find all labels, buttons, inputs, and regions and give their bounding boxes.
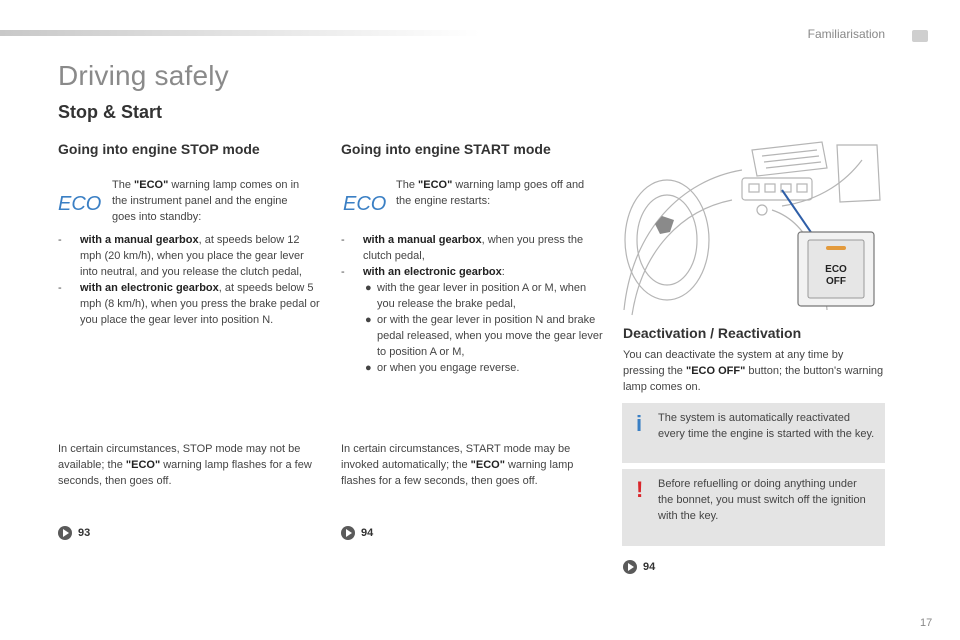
stop-note: In certain circumstances, STOP mode may not be available; the "ECO" warning lamp flashes for a few seconds, then goes off. xyxy=(58,443,312,487)
list-item: - with a manual gearbox, at speeds below 12 mph (20 km/h), when you place the gear lever into neutral, and you release the clutch pedal, xyxy=(58,234,304,278)
stop-lamp-text: The "ECO" warning lamp comes on in the instrument panel and the engine goes into standby: xyxy=(112,179,300,223)
steering-wheel-illustration xyxy=(622,140,885,318)
info-icon: i xyxy=(636,411,643,436)
list-item: - with a manual gearbox, when you press the clutch pedal, xyxy=(341,234,584,262)
start-note: In certain circumstances, START mode may be invoked automatically; the "ECO" warning lamp flashes for a few seconds, then goes off. xyxy=(341,443,574,487)
eco-warning-lamp-icon xyxy=(341,192,389,214)
deactivation-text: You can deactivate the system at any time by pressing the "ECO OFF" button; the button's warning lamp comes on. xyxy=(623,349,884,393)
start-lamp-text: The "ECO" warning lamp goes off and the engine restarts: xyxy=(396,179,585,207)
header-bar xyxy=(0,30,480,36)
list-item: - with an electronic gearbox: xyxy=(341,266,505,278)
corner-tab xyxy=(912,30,928,42)
start-mode-heading: Going into engine START mode xyxy=(341,141,551,157)
stop-mode-heading: Going into engine STOP mode xyxy=(58,141,260,157)
warning-icon: ! xyxy=(636,477,644,502)
arrow-icon xyxy=(623,560,637,574)
page-number: 17 xyxy=(920,617,933,629)
eco-warning-lamp-icon xyxy=(56,192,104,214)
page-title: Driving safely xyxy=(58,60,229,91)
eco-off-button-label: ECO xyxy=(825,264,847,275)
section-label: Familiarisation xyxy=(807,27,885,41)
arrow-icon xyxy=(341,526,355,540)
warning-text: Before refuelling or doing anything under the bonnet, you must switch off the ignition with the key. xyxy=(658,478,866,522)
info-box xyxy=(622,403,885,463)
list-item: ● or when you engage reverse. xyxy=(365,362,520,374)
eco-off-button-label: OFF xyxy=(826,276,846,287)
svg-text:ECO: ECO xyxy=(58,193,102,214)
svg-text:ECO: ECO xyxy=(343,193,387,214)
list-item: ● with the gear lever in position A or M, when you release the brake pedal, xyxy=(365,282,587,310)
deactivation-heading: Deactivation / Reactivation xyxy=(623,325,802,341)
info-text: The system is automatically reactivated every time the engine is started with the key. xyxy=(658,412,875,440)
stop-conditions-list xyxy=(58,232,320,328)
section-subtitle: Stop & Start xyxy=(58,102,163,122)
arrow-icon xyxy=(58,526,72,540)
list-item: ● or with the gear lever in position N and brake pedal released, when you move the gear lever to position A or M, xyxy=(365,314,603,358)
page-reference[interactable]: 94 xyxy=(341,526,373,540)
page-reference[interactable]: 94 xyxy=(623,560,655,574)
list-item: - with an electronic gearbox, at speeds below 5 mph (8 km/h), when you press the brake pedal or you place the gear lever into position N. xyxy=(58,282,320,326)
start-conditions-list xyxy=(341,232,603,376)
page-reference[interactable]: 93 xyxy=(58,526,90,540)
warning-box xyxy=(622,469,885,546)
